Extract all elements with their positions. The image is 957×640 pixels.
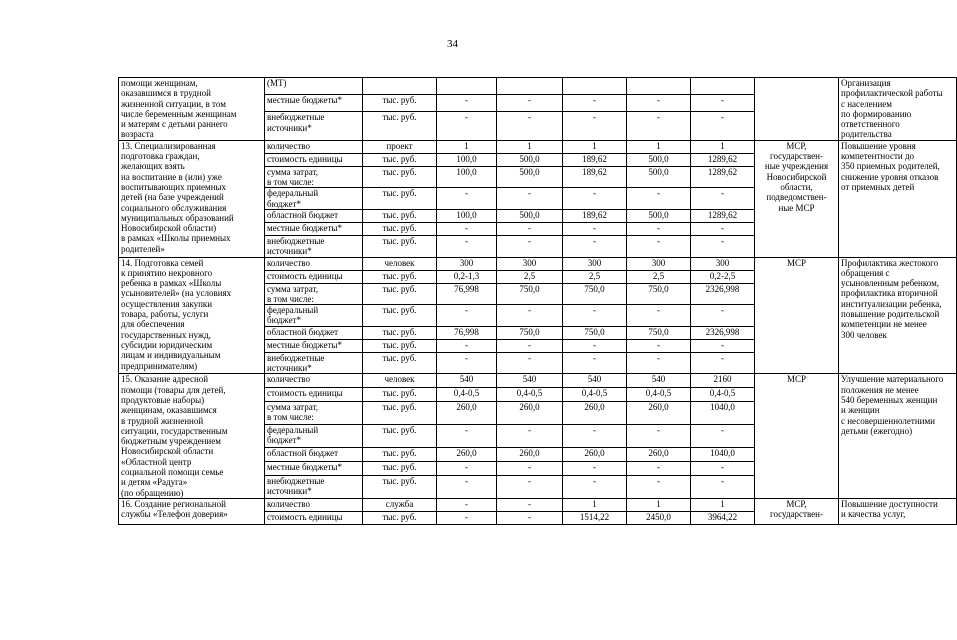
year2-cell: - [497,222,563,235]
unit-cell: тыс. руб. [363,283,437,305]
total-cell: 0,4-0,5 [691,388,755,402]
total-cell: - [691,339,755,352]
unit-cell [363,78,437,95]
unit-cell: тыс. руб. [363,339,437,352]
table-row [119,257,957,270]
year3-cell: - [563,95,627,112]
total-cell: 1040,0 [691,448,755,462]
indicator-cell: внебюджетные источники* [265,235,363,257]
year3-cell: - [563,235,627,257]
indicator-cell: сумма затрат, в том числе: [265,283,363,305]
indicator-cell: стоимость единицы [265,153,363,166]
unit-cell: тыс. руб. [363,166,437,188]
total-cell: - [691,112,755,141]
year4-cell: 2,5 [627,270,691,283]
measure-cell: 15. Оказание адресной помощи (товары для детей, продуктовые наборы) женщинам, оказавшимся в трудной жизненной ситуации, государственным бюджетным учреждением Новосибирской области «Областной центр социальной помощи семье и детям «Радуга» (по обращению) [119,374,265,499]
executor-cell [755,78,839,141]
year1-cell: 100,0 [437,153,497,166]
total-cell: 1 [691,498,755,511]
unit-cell: человек [363,374,437,388]
year2-cell: - [497,475,563,498]
year3-cell: - [563,461,627,475]
executor-cell: МСР, государствен- [755,498,839,524]
year1-cell: 0,4-0,5 [437,388,497,402]
year4-cell: - [627,305,691,327]
year2-cell: - [497,461,563,475]
unit-cell: тыс. руб. [363,475,437,498]
total-cell: 300 [691,257,755,270]
indicator-cell: внебюджетные источники* [265,352,363,374]
total-cell: 2326,998 [691,283,755,305]
page-number: 34 [447,38,458,50]
year2-cell: - [497,425,563,448]
year2-cell: 0,4-0,5 [497,388,563,402]
unit-cell: тыс. руб. [363,270,437,283]
indicator-cell: областной бюджет [265,209,363,222]
year1-cell: - [437,235,497,257]
year4-cell: 1 [627,498,691,511]
indicator-cell: местные бюджеты* [265,95,363,112]
year2-cell: 500,0 [497,166,563,188]
year1-cell: - [437,339,497,352]
year4-cell: - [627,222,691,235]
total-cell: - [691,352,755,374]
program-measures-table [118,77,957,525]
year1-cell: 76,998 [437,326,497,339]
year1-cell: 260,0 [437,402,497,425]
total-cell: 1040,0 [691,402,755,425]
unit-cell: тыс. руб. [363,388,437,402]
year4-cell: 500,0 [627,153,691,166]
year1-cell: 100,0 [437,166,497,188]
year4-cell: - [627,352,691,374]
year4-cell: 1 [627,140,691,153]
unit-cell: тыс. руб. [363,95,437,112]
year4-cell: 750,0 [627,326,691,339]
year2-cell: - [497,305,563,327]
indicator-cell: местные бюджеты* [265,461,363,475]
indicator-cell: местные бюджеты* [265,339,363,352]
year3-cell: 750,0 [563,326,627,339]
year1-cell: 540 [437,374,497,388]
year3-cell: 1514,22 [563,511,627,524]
year2-cell: 500,0 [497,153,563,166]
year2-cell: 540 [497,374,563,388]
year3-cell: 189,62 [563,166,627,188]
total-cell: - [691,475,755,498]
year3-cell: - [563,112,627,141]
year4-cell: 260,0 [627,448,691,462]
year2-cell: 750,0 [497,326,563,339]
table-row [119,140,957,153]
result-cell: Улучшение материального положения не менее 540 беременных женщин и женщин с несовершеннолетними детьми (ежегодно) [839,374,957,499]
unit-cell: тыс. руб. [363,511,437,524]
year3-cell: - [563,305,627,327]
year1-cell: 76,998 [437,283,497,305]
year1-cell: - [437,511,497,524]
indicator-cell: федеральный бюджет* [265,425,363,448]
measure-cell: 16. Создание региональной службы «Телефон доверия» [119,498,265,524]
year2-cell [497,78,563,95]
year1-cell: - [437,188,497,210]
year3-cell: 260,0 [563,448,627,462]
year4-cell: - [627,112,691,141]
total-cell: 2160 [691,374,755,388]
year4-cell: 0,4-0,5 [627,388,691,402]
unit-cell: служба [363,498,437,511]
year4-cell: 500,0 [627,166,691,188]
year3-cell: - [563,425,627,448]
executor-cell: МСР, государствен- ные учреждения Новосибирской области, подведомствен- ные МСР [755,140,839,257]
unit-cell: тыс. руб. [363,402,437,425]
indicator-cell: сумма затрат, в том числе: [265,166,363,188]
result-cell: Повышение уровня компетентности до 350 приемных родителей, снижение уровня отказов от приемных детей [839,140,957,257]
total-cell: 1289,62 [691,166,755,188]
table-row [119,498,957,511]
indicator-cell: стоимость единицы [265,270,363,283]
year2-cell: 1 [497,140,563,153]
year3-cell: 1 [563,498,627,511]
unit-cell: тыс. руб. [363,305,437,327]
table-row [119,374,957,388]
year3-cell: 300 [563,257,627,270]
unit-cell: тыс. руб. [363,448,437,462]
indicator-cell: внебюджетные источники* [265,112,363,141]
year2-cell: - [497,112,563,141]
year1-cell: - [437,461,497,475]
year2-cell: - [497,498,563,511]
year2-cell: 260,0 [497,448,563,462]
year2-cell: 300 [497,257,563,270]
year4-cell: 2450,0 [627,511,691,524]
year2-cell: - [497,95,563,112]
total-cell: - [691,235,755,257]
indicator-cell: федеральный бюджет* [265,188,363,210]
year4-cell: - [627,235,691,257]
year3-cell: 0,4-0,5 [563,388,627,402]
year1-cell: 1 [437,140,497,153]
indicator-cell: областной бюджет [265,448,363,462]
indicator-cell: местные бюджеты* [265,222,363,235]
measure-cell: 13. Специализированная подготовка граждан, желающих взять на воспитание в (или) уже воспитывающих приемных детей (на базе учреждений социального обслуживания муниципальных образований Новосибирской области) в рамках «Школы приемных родителей» [119,140,265,257]
unit-cell: тыс. руб. [363,425,437,448]
year3-cell: - [563,339,627,352]
year3-cell: 260,0 [563,402,627,425]
total-cell: 2326,998 [691,326,755,339]
unit-cell: человек [363,257,437,270]
year4-cell: 260,0 [627,402,691,425]
year4-cell: - [627,475,691,498]
unit-cell: тыс. руб. [363,153,437,166]
year3-cell: 2,5 [563,270,627,283]
year3-cell: 540 [563,374,627,388]
unit-cell: тыс. руб. [363,235,437,257]
unit-cell: тыс. руб. [363,112,437,141]
year2-cell: - [497,188,563,210]
year3-cell: - [563,352,627,374]
indicator-cell: количество [265,374,363,388]
year4-cell [627,78,691,95]
year2-cell: - [497,352,563,374]
year3-cell: - [563,188,627,210]
indicator-cell: внебюджетные источники* [265,475,363,498]
year1-cell: 260,0 [437,448,497,462]
year1-cell: - [437,95,497,112]
total-cell: 1289,62 [691,209,755,222]
measure-cell: 14. Подготовка семей к принятию некровного ребенка в рамках «Школы усыновителей» (на условиях осуществления закупки товара, работы, услуги для обеспечения государственных нужд, субсидии юридическим лицам и индивидуальным предпринимателям) [119,257,265,374]
unit-cell: тыс. руб. [363,326,437,339]
year3-cell [563,78,627,95]
year1-cell: - [437,222,497,235]
indicator-cell: областной бюджет [265,326,363,339]
year3-cell: - [563,475,627,498]
year4-cell: 540 [627,374,691,388]
total-cell: - [691,461,755,475]
year2-cell: - [497,235,563,257]
measure-cell: помощи женщинам, оказавшимся в трудной жизненной ситуации, в том числе беременным женщинам и матерям с детьми раннего возраста [119,78,265,141]
year1-cell: - [437,425,497,448]
unit-cell: тыс. руб. [363,188,437,210]
year4-cell: 300 [627,257,691,270]
year2-cell: 500,0 [497,209,563,222]
indicator-cell: (МТ) [265,78,363,95]
total-cell: - [691,188,755,210]
total-cell: - [691,305,755,327]
year3-cell: 189,62 [563,153,627,166]
year1-cell [437,78,497,95]
total-cell: - [691,425,755,448]
year4-cell: - [627,425,691,448]
table-row [119,78,957,95]
total-cell: 1 [691,140,755,153]
total-cell: 0,2-2,5 [691,270,755,283]
year2-cell: - [497,339,563,352]
unit-cell: тыс. руб. [363,209,437,222]
indicator-cell: стоимость единицы [265,388,363,402]
executor-cell: МСР [755,374,839,499]
unit-cell: проект [363,140,437,153]
year4-cell: - [627,188,691,210]
year2-cell: 750,0 [497,283,563,305]
year1-cell: - [437,475,497,498]
year2-cell: 2,5 [497,270,563,283]
result-cell: Повышение доступности и качества услуг, [839,498,957,524]
year1-cell: 300 [437,257,497,270]
total-cell: 1289,62 [691,153,755,166]
year3-cell: 1 [563,140,627,153]
total-cell: - [691,95,755,112]
year4-cell: - [627,461,691,475]
year1-cell: - [437,352,497,374]
year1-cell: - [437,305,497,327]
year1-cell: 0,2-1,3 [437,270,497,283]
total-cell: 3964,22 [691,511,755,524]
year4-cell: 750,0 [627,283,691,305]
total-cell: - [691,222,755,235]
indicator-cell: количество [265,257,363,270]
year4-cell: - [627,95,691,112]
indicator-cell: федеральный бюджет* [265,305,363,327]
year3-cell: 189,62 [563,209,627,222]
year1-cell: - [437,112,497,141]
year2-cell: - [497,511,563,524]
year2-cell: 260,0 [497,402,563,425]
year1-cell: 100,0 [437,209,497,222]
year4-cell: 500,0 [627,209,691,222]
indicator-cell: количество [265,140,363,153]
year1-cell: - [437,498,497,511]
result-cell: Профилактика жестокого обращения с усыновленным ребенком, профилактика вторичной институализации ребенка, повышение родительской компетенции не менее 300 человек [839,257,957,374]
unit-cell: тыс. руб. [363,222,437,235]
total-cell [691,78,755,95]
year3-cell: 750,0 [563,283,627,305]
executor-cell: МСР [755,257,839,374]
result-cell: Организация профилактической работы с населением по формированию ответственного родительства [839,78,957,141]
indicator-cell: количество [265,498,363,511]
unit-cell: тыс. руб. [363,352,437,374]
unit-cell: тыс. руб. [363,461,437,475]
indicator-cell: стоимость единицы [265,511,363,524]
year4-cell: - [627,339,691,352]
indicator-cell: сумма затрат, в том числе: [265,402,363,425]
year3-cell: - [563,222,627,235]
